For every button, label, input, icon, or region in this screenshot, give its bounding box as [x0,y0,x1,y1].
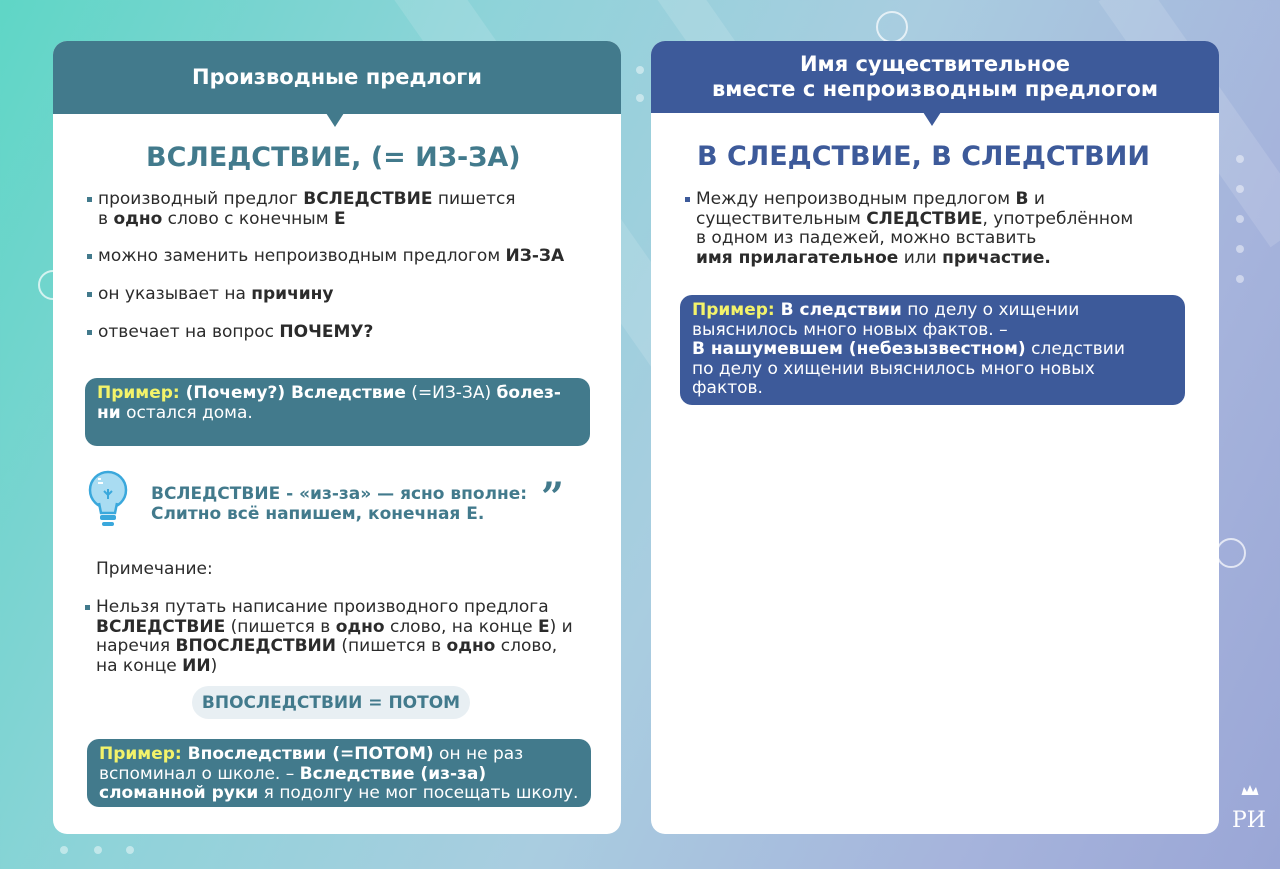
logo-text: РИ [1232,808,1266,833]
list-item: производный предлог ВСЛЕДСТВИЕ пишется в одно слово с конечным Е [98,190,578,229]
crown-logo-icon [1230,784,1270,808]
background-dot [1236,275,1244,283]
note-title: Примечание: [96,559,213,579]
card-title: Производные предлоги [192,65,482,89]
list-item: отвечает на вопрос ПОЧЕМУ? [98,323,578,343]
noun-with-preposition-card [651,41,1219,834]
quote-icon: ” [541,474,565,521]
background-dot [1236,245,1244,253]
lightbulb-icon [87,469,129,531]
list-item: Между непроизводным предлогом В и существительным СЛЕДСТВИЕ, употреблённом в одном из падежей, можно вставить имя прилагательное или причастие. [696,190,1186,268]
background-dot [1236,155,1244,163]
background-dot [126,846,134,854]
card-header [53,41,621,114]
card-header [651,41,1219,113]
background-dot [636,94,644,102]
heading: ВСЛЕДСТВИЕ, (= ИЗ-ЗА) [146,142,521,173]
heading: В СЛЕДСТВИЕ, В СЛЕДСТВИИ [697,141,1150,172]
list-item: он указывает на причину [98,285,578,305]
card-title-line: Имя существительное [799,52,1070,76]
example-box: Пример: В следствии по делу о хищении выяснилось много новых фактов. – В нашумевшем (небезызвестном) следствии по делу о хищении выяснилось много новых фактов. [680,295,1185,405]
example-box: Пример: Впоследствии (=ПОТОМ) он не раз вспоминал о школе. – Вследствие (из-за) сломанной руки я подолгу не мог посещать школу. [87,739,591,807]
list-item: можно заменить непроизводным предлогом ИЗ-ЗА [98,247,598,267]
background-ring [1216,538,1246,568]
background-dot [1236,215,1244,223]
card-title-line: вместе с непроизводным предлогом [711,77,1159,101]
background-dot [60,846,68,854]
note-item: Нельзя путать написание производного предлога ВСЛЕДСТВИЕ (пишется в одно слово, на конце Е) и наречия ВПОСЛЕДСТВИИ (пишется в одно слово, на конце ИИ) [96,598,596,676]
derived-prepositions-card [53,41,621,834]
example-box: Пример: (Почему?) Вследствие (=ИЗ-ЗА) болез- ни остался дома. [85,378,590,446]
background-dot [636,66,644,74]
background-dot [94,846,102,854]
background-dot [1236,185,1244,193]
mnemonic-rhyme: ВСЛЕДСТВИЕ - «из-за» — ясно вполне: Слитно всё напишем, конечная Е. [151,484,528,524]
background-ring [876,11,908,43]
rule-pill: ВПОСЛЕДСТВИИ = ПОТОМ [192,686,470,719]
